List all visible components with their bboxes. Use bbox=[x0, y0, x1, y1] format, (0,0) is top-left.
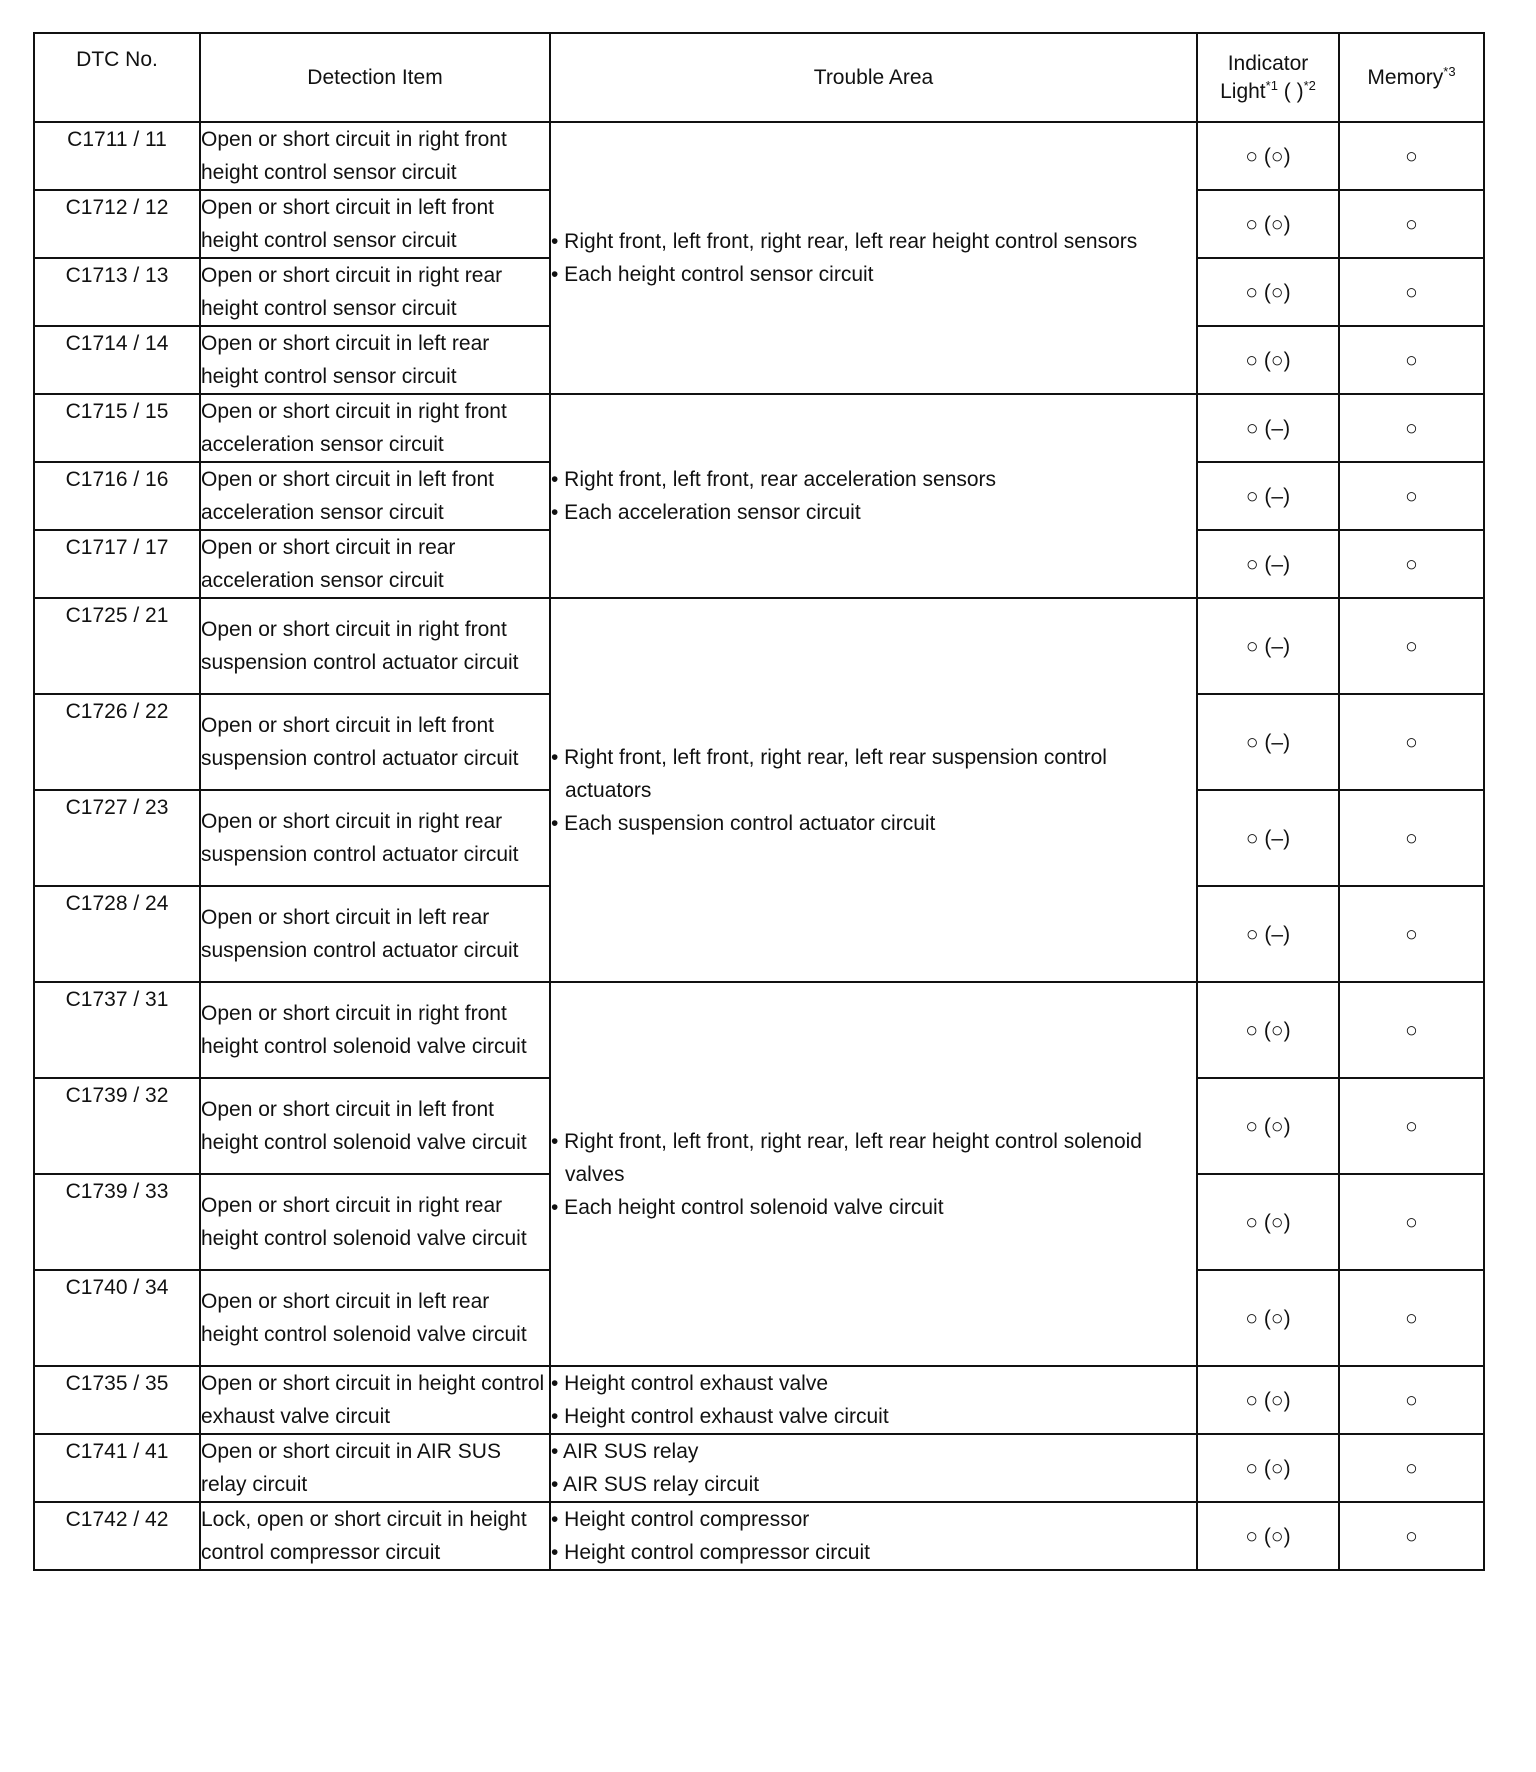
dtc-code: C1713 / 13 bbox=[34, 258, 200, 326]
indicator-light: ○ (○) bbox=[1197, 258, 1339, 326]
trouble-area-line: • Right front, left front, rear acceleration sensors bbox=[551, 468, 997, 491]
detection-item: Open or short circuit in height control exhaust valve circuit bbox=[200, 1366, 550, 1434]
trouble-area-line: • Height control exhaust valve bbox=[551, 1372, 828, 1395]
header-indicator-sup1: *1 bbox=[1265, 77, 1278, 93]
dtc-code: C1741 / 41 bbox=[34, 1434, 200, 1502]
indicator-light: ○ (○) bbox=[1197, 1366, 1339, 1434]
table-row bbox=[34, 394, 1484, 462]
detection-item: Open or short circuit in right front suspension control actuator circuit bbox=[200, 598, 550, 694]
detection-item: Open or short circuit in left front suspension control actuator circuit bbox=[200, 694, 550, 790]
detection-item: Open or short circuit in right front height control solenoid valve circuit bbox=[200, 982, 550, 1078]
trouble-area bbox=[550, 1366, 1197, 1434]
table-row bbox=[34, 982, 1484, 1078]
trouble-area bbox=[550, 122, 1197, 394]
table-row bbox=[34, 1366, 1484, 1434]
memory: ○ bbox=[1339, 982, 1484, 1078]
memory: ○ bbox=[1339, 694, 1484, 790]
indicator-light: ○ (○) bbox=[1197, 1270, 1339, 1366]
dtc-code: C1715 / 15 bbox=[34, 394, 200, 462]
memory: ○ bbox=[1339, 1270, 1484, 1366]
table-row bbox=[34, 1434, 1484, 1502]
detection-item: Open or short circuit in rear acceleration sensor circuit bbox=[200, 530, 550, 598]
detection-item: Open or short circuit in left front acceleration sensor circuit bbox=[200, 462, 550, 530]
memory: ○ bbox=[1339, 886, 1484, 982]
memory: ○ bbox=[1339, 190, 1484, 258]
header-indicator-sup2: *2 bbox=[1303, 77, 1316, 93]
trouble-area bbox=[550, 1434, 1197, 1502]
dtc-table-body bbox=[34, 122, 1484, 1570]
indicator-light: ○ (–) bbox=[1197, 394, 1339, 462]
header-trouble-area: Trouble Area bbox=[550, 33, 1197, 122]
indicator-light: ○ (○) bbox=[1197, 1434, 1339, 1502]
trouble-area bbox=[550, 394, 1197, 598]
detection-item: Open or short circuit in right rear suspension control actuator circuit bbox=[200, 790, 550, 886]
indicator-light: ○ (–) bbox=[1197, 462, 1339, 530]
header-dtc: DTC No. bbox=[34, 33, 200, 122]
trouble-area-line: • Each height control solenoid valve circuit bbox=[551, 1195, 944, 1219]
memory: ○ bbox=[1339, 394, 1484, 462]
detection-item: Open or short circuit in left front height control sensor circuit bbox=[200, 190, 550, 258]
dtc-code: C1725 / 21 bbox=[34, 598, 200, 694]
detection-item: Lock, open or short circuit in height control compressor circuit bbox=[200, 1502, 550, 1570]
memory: ○ bbox=[1339, 258, 1484, 326]
indicator-light: ○ (○) bbox=[1197, 982, 1339, 1078]
trouble-area-line: • Each height control sensor circuit bbox=[551, 263, 874, 286]
trouble-area-line: • Each suspension control actuator circuit bbox=[551, 811, 936, 835]
memory: ○ bbox=[1339, 1366, 1484, 1434]
dtc-code: C1717 / 17 bbox=[34, 530, 200, 598]
memory: ○ bbox=[1339, 598, 1484, 694]
indicator-light: ○ (–) bbox=[1197, 694, 1339, 790]
memory: ○ bbox=[1339, 530, 1484, 598]
dtc-table bbox=[33, 32, 1485, 1571]
memory: ○ bbox=[1339, 122, 1484, 190]
trouble-area-line: • AIR SUS relay bbox=[551, 1440, 699, 1463]
header-detection-item: Detection Item bbox=[200, 33, 550, 122]
memory: ○ bbox=[1339, 1078, 1484, 1174]
dtc-code: C1739 / 33 bbox=[34, 1174, 200, 1270]
detection-item: Open or short circuit in left rear suspension control actuator circuit bbox=[200, 886, 550, 982]
detection-item: Open or short circuit in left front height control solenoid valve circuit bbox=[200, 1078, 550, 1174]
dtc-code: C1737 / 31 bbox=[34, 982, 200, 1078]
header-indicator-light bbox=[1197, 33, 1339, 122]
indicator-light: ○ (○) bbox=[1197, 1502, 1339, 1570]
trouble-area-line: • AIR SUS relay circuit bbox=[551, 1473, 760, 1496]
memory: ○ bbox=[1339, 326, 1484, 394]
indicator-light: ○ (○) bbox=[1197, 1174, 1339, 1270]
dtc-code: C1735 / 35 bbox=[34, 1366, 200, 1434]
trouble-area-line: • Each acceleration sensor circuit bbox=[551, 501, 861, 524]
detection-item: Open or short circuit in right front acceleration sensor circuit bbox=[200, 394, 550, 462]
table-row bbox=[34, 598, 1484, 694]
table-row bbox=[34, 122, 1484, 190]
dtc-code: C1726 / 22 bbox=[34, 694, 200, 790]
indicator-light: ○ (–) bbox=[1197, 886, 1339, 982]
trouble-area-line: • Right front, left front, right rear, left rear height control sensors bbox=[551, 230, 1138, 253]
detection-item: Open or short circuit in right rear height control sensor circuit bbox=[200, 258, 550, 326]
dtc-code: C1740 / 34 bbox=[34, 1270, 200, 1366]
memory: ○ bbox=[1339, 1502, 1484, 1570]
detection-item: Open or short circuit in AIR SUS relay circuit bbox=[200, 1434, 550, 1502]
table-row bbox=[34, 1502, 1484, 1570]
header-memory-label: Memory bbox=[1367, 65, 1444, 89]
dtc-code: C1728 / 24 bbox=[34, 886, 200, 982]
indicator-light: ○ (○) bbox=[1197, 190, 1339, 258]
trouble-area-line: • Right front, left front, right rear, left rear height control solenoid valves bbox=[551, 1129, 1142, 1186]
header-row bbox=[34, 33, 1484, 122]
memory: ○ bbox=[1339, 1434, 1484, 1502]
memory: ○ bbox=[1339, 462, 1484, 530]
trouble-area-line: • Height control compressor circuit bbox=[551, 1541, 870, 1564]
dtc-code: C1712 / 12 bbox=[34, 190, 200, 258]
detection-item: Open or short circuit in left rear height control sensor circuit bbox=[200, 326, 550, 394]
dtc-code: C1716 / 16 bbox=[34, 462, 200, 530]
indicator-light: ○ (○) bbox=[1197, 326, 1339, 394]
memory: ○ bbox=[1339, 790, 1484, 886]
trouble-area bbox=[550, 982, 1197, 1366]
header-indicator-line1: Indicator bbox=[1227, 51, 1309, 75]
indicator-light: ○ (○) bbox=[1197, 122, 1339, 190]
memory: ○ bbox=[1339, 1174, 1484, 1270]
indicator-light: ○ (○) bbox=[1197, 1078, 1339, 1174]
detection-item: Open or short circuit in right front height control sensor circuit bbox=[200, 122, 550, 190]
indicator-light: ○ (–) bbox=[1197, 598, 1339, 694]
detection-item: Open or short circuit in right rear height control solenoid valve circuit bbox=[200, 1174, 550, 1270]
indicator-light: ○ (–) bbox=[1197, 790, 1339, 886]
trouble-area bbox=[550, 1502, 1197, 1570]
header-memory-sup: *3 bbox=[1443, 63, 1456, 79]
dtc-code: C1711 / 11 bbox=[34, 122, 200, 190]
dtc-code: C1739 / 32 bbox=[34, 1078, 200, 1174]
header-indicator-line2: Light bbox=[1220, 79, 1266, 103]
dtc-code: C1714 / 14 bbox=[34, 326, 200, 394]
trouble-area bbox=[550, 598, 1197, 982]
trouble-area-line: • Right front, left front, right rear, left rear suspension control actuators bbox=[551, 745, 1107, 802]
indicator-light: ○ (–) bbox=[1197, 530, 1339, 598]
dtc-code: C1742 / 42 bbox=[34, 1502, 200, 1570]
header-indicator-paren: ( ) bbox=[1277, 79, 1304, 103]
header-memory bbox=[1339, 33, 1484, 122]
trouble-area-line: • Height control compressor bbox=[551, 1508, 810, 1531]
trouble-area-line: • Height control exhaust valve circuit bbox=[551, 1405, 889, 1428]
detection-item: Open or short circuit in left rear height control solenoid valve circuit bbox=[200, 1270, 550, 1366]
dtc-code: C1727 / 23 bbox=[34, 790, 200, 886]
